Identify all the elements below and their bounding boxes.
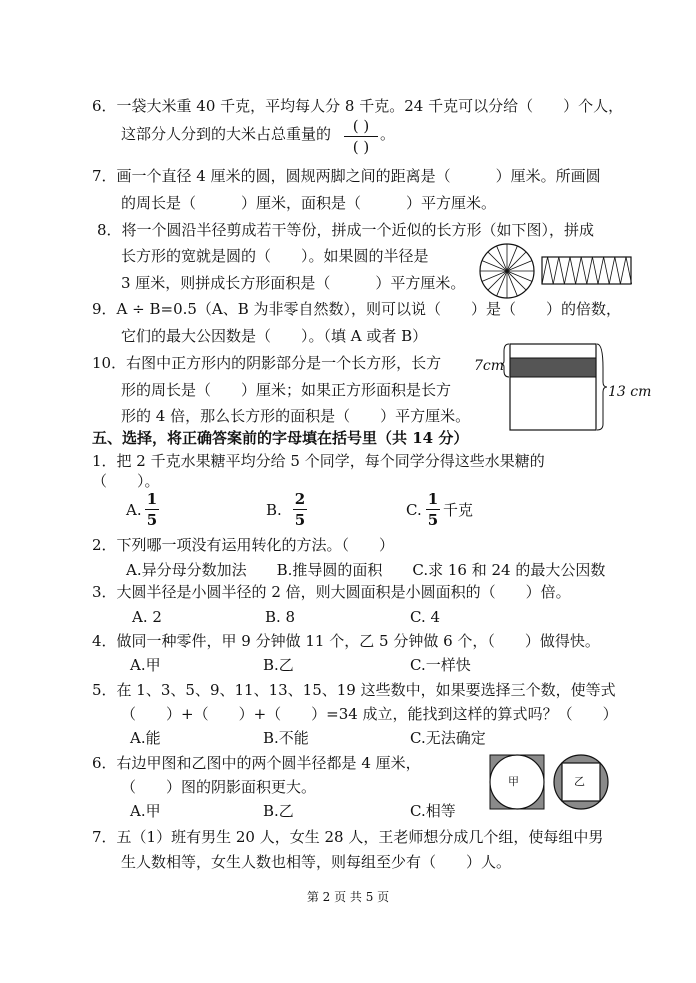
c1-option-c-unit: 千克 [443,501,474,519]
c4-option-c[interactable]: C.一样快 [410,656,471,674]
q10-line3: 形的 4 倍，那么长方形的面积是（ ）平方厘米。 [121,407,471,425]
c1-option-c-label[interactable]: C. [406,501,422,519]
frac-num: 2 [294,490,306,508]
q8-line2: 长方形的宽就是圆的（ ）。如果圆的半径是 [121,247,429,265]
fraction-bar [293,509,307,510]
q10-line1: 10．右图中正方形内的阴影部分是一个长方形，长方 [92,354,442,372]
label-7cm: 7cm [474,358,505,374]
fraction-bar [426,509,440,510]
c1-option-a-fraction [145,490,159,529]
c1-option-b-fraction [293,490,307,529]
c2-options[interactable]: A.异分母分数加法 B.推导圆的面积 C.求 16 和 24 的最大公因数 [126,561,606,579]
c7-line2: 生人数相等，女生人数也相等，则每组至少有（ ）人。 [121,853,512,871]
c2-question: 2．下列哪一项没有运用转化的方法。（ ） [92,536,395,554]
frac-den: 5 [146,511,158,529]
q9-line1: 9．A ÷ B=0.5（A、B 为非零自然数），则可以说（ ）是（ ）的倍数， [92,300,622,318]
figure-yi-label: 乙 [574,775,585,788]
sector-circle-figure [477,241,537,301]
c3-option-c[interactable]: C. 4 [410,608,441,626]
fraction-bar [344,136,378,137]
frac-num: 1 [427,490,439,508]
c4-option-b[interactable]: B.乙 [263,656,294,674]
frac-den: 5 [427,511,439,529]
fraction-bar [145,509,159,510]
frac-den: 5 [294,511,306,529]
c3-option-a[interactable]: A. 2 [132,608,162,626]
page-footer: 第 2 页 共 5 页 [306,890,390,904]
c5-option-b[interactable]: B.不能 [263,729,309,747]
c1-option-b-label[interactable]: B. [266,501,282,519]
c5-line1: 5．在 1、3、5、9、11、13、15、19 这些数中，如果要选择三个数，使等式 [92,681,616,699]
c1-option-a-label[interactable]: A. [126,501,142,519]
q6-fraction-blank[interactable] [344,117,378,156]
c4-question: 4．做同一种零件，甲 9 分钟做 11 个，乙 5 分钟做 6 个，（ ）做得快。 [92,632,600,650]
q8-line1: 8．将一个圆沿半径剪成若干等份，拼成一个近似的长方形（如下图），拼成 [97,221,595,239]
c1-line1: 1．把 2 千克水果糖平均分给 5 个同学，每个同学分得这些水果糖的 [92,452,545,470]
c1-option-c-fraction [426,490,440,529]
frac-num: 1 [146,490,158,508]
c5-option-c[interactable]: C.无法确定 [410,729,486,747]
q8-line3: 3 厘米，则拼成长方形面积是（ ）平方厘米。 [121,274,466,292]
q6-line1: 6．一袋大米重 40 千克，平均每人分 8 千克。24 千克可以分给（ ）个人， [92,97,624,115]
approx-rectangle-figure [541,256,633,286]
c6-line2: （ ）图的阴影面积更大。 [121,778,317,796]
c6-option-a[interactable]: A.甲 [130,802,161,820]
c3-option-b[interactable]: B. 8 [265,608,296,626]
c1-line2: （ ）。 [92,472,160,490]
section-5-heading: 五、选择，将正确答案前的字母填在括号里（共 14 分） [92,429,469,447]
q7-line2: 的周长是（ ）厘米，面积是（ ）平方厘米。 [121,194,497,212]
c3-question: 3．大圆半径是小圆半径的 2 倍，则大圆面积是小圆面积的（ ）倍。 [92,583,571,601]
c5-line2: （ ）+（ ）+（ ）=34 成立，能找到这样的算式吗？（ ） [121,705,618,723]
c7-line1: 7．五（1）班有男生 20 人，女生 28 人，王老师想分成几个组，使每组中男 [92,828,604,846]
c4-option-a[interactable]: A.甲 [130,656,161,674]
q7-line1: 7．画一个直径 4 厘米的圆，圆规两脚之间的距离是（ ）厘米。所画圆 [92,167,601,185]
c5-option-a[interactable]: A.能 [130,729,161,747]
frac-num-blank: ( ) [352,117,370,135]
q6-period: 。 [380,125,396,143]
q6-line2: 这部分人分到的大米占总重量的 [121,125,332,143]
q9-line2: 它们的最大公因数是（ ）。（填 A 或者 B） [121,327,428,345]
c6-line1: 6．右边甲图和乙图中的两个圆半径都是 4 厘米， [92,754,421,772]
label-13cm: 13 cm [608,384,652,400]
q10-line2: 形的周长是（ ）厘米；如果正方形面积是长方 [121,381,452,399]
c6-option-c[interactable]: C.相等 [410,802,456,820]
c6-option-b[interactable]: B.乙 [263,802,294,820]
figure-jia-label: 甲 [508,775,519,788]
frac-den-blank: ( ) [352,138,370,156]
